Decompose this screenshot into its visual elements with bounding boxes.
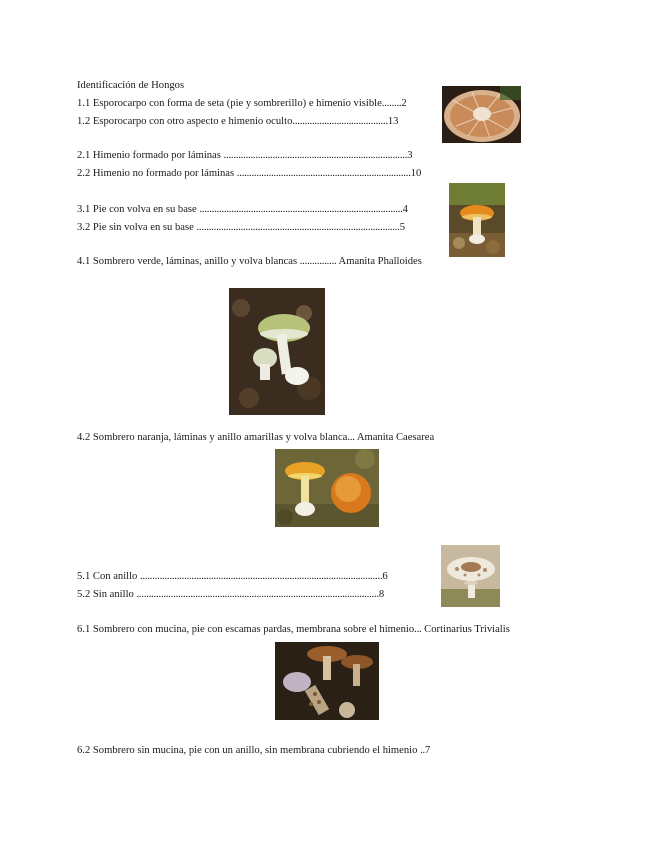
key-line-2-2 — [77, 167, 421, 180]
key-target: 5 — [399, 222, 406, 233]
key-dots: ... — [347, 432, 355, 443]
key-line-5-1 — [77, 570, 388, 583]
key-line-3-1 — [77, 203, 408, 216]
key-target: 4 — [402, 204, 408, 215]
key-number: 2.1 — [77, 150, 91, 161]
key-number: 5.1 — [77, 571, 91, 582]
key-number: 4.2 — [77, 432, 91, 443]
key-text: Con anillo — [92, 571, 138, 582]
key-dots: ............... — [299, 256, 337, 267]
key-text: Himenio no formado por láminas — [92, 168, 235, 179]
key-target: 8 — [378, 589, 385, 600]
key-dots: .. — [420, 745, 425, 756]
key-target: 10 — [410, 168, 422, 179]
key-line-4-1 — [77, 255, 422, 268]
key-target: Amanita Phalloides — [338, 256, 422, 267]
key-dots: ................................................................................................... — [136, 589, 379, 600]
key-number: 3.2 — [77, 222, 91, 233]
key-dots: ... — [414, 624, 422, 635]
key-text: Sombrero naranja, láminas y anillo amarillas y volva blanca — [92, 432, 348, 443]
key-text: Pie con volva en su base — [92, 204, 197, 215]
cortinarius-trivialis-photo — [275, 642, 379, 720]
key-number: 5.2 — [77, 589, 91, 600]
key-line-6-2 — [77, 744, 430, 757]
key-dots: ................................................................................... — [199, 204, 403, 215]
key-text: Himenio formado por láminas — [92, 150, 221, 161]
key-target: 3 — [407, 150, 413, 161]
key-line-2-1 — [77, 149, 412, 162]
key-number: 6.2 — [77, 745, 91, 756]
amanita-phalloides-photo — [229, 288, 325, 415]
key-number: 2.2 — [77, 168, 91, 179]
key-dots: ........................................................................... — [223, 150, 408, 161]
key-text: Pie sin volva en su base — [92, 222, 194, 233]
key-target: Cortinarius Trivialis — [424, 624, 510, 635]
key-target: 2 — [401, 98, 407, 109]
key-target: 13 — [387, 116, 399, 127]
key-number: 6.1 — [77, 624, 91, 635]
amanita-caesarea-photo — [275, 449, 379, 527]
key-number: 1.2 — [77, 116, 91, 127]
document-title: Identificación de Hongos — [77, 80, 185, 91]
ringed-mushroom-photo — [441, 545, 500, 607]
orange-mushroom-photo — [449, 183, 505, 257]
key-line-3-2 — [77, 221, 405, 234]
key-text: Sombrero verde, láminas, anillo y volva blancas — [92, 256, 298, 267]
key-target: 7 — [424, 745, 431, 756]
key-dots: ................................................................................................... — [140, 571, 383, 582]
key-text: Sombrero sin mucina, pie con un anillo, sin membrana cubriendo el himenio — [92, 745, 418, 756]
key-line-1-2 — [77, 115, 398, 128]
key-line-5-2 — [77, 588, 384, 601]
key-dots: ................................................................................... — [196, 222, 400, 233]
key-text: Sombrero con mucina, pie con escamas pardas, membrana sobre el himenio — [92, 624, 415, 635]
key-number: 3.1 — [77, 204, 91, 215]
key-target: Amanita Caesarea — [356, 432, 435, 443]
key-dots: ........ — [381, 98, 402, 109]
key-dots: ....................................................................... — [236, 168, 411, 179]
key-text: Sin anillo — [92, 589, 137, 600]
key-line-6-1 — [77, 623, 510, 636]
key-number: 4.1 — [77, 256, 91, 267]
key-text: Esporocarpo con forma de seta (pie y sombrerillo) e himenio visible — [92, 98, 382, 109]
key-number: 1.1 — [77, 98, 91, 109]
key-text: Esporocarpo con otro aspecto e himenio oculto — [92, 116, 293, 127]
key-target: 6 — [382, 571, 388, 582]
key-line-4-2 — [77, 431, 434, 444]
mushroom-gills-photo — [442, 86, 521, 143]
key-dots: ....................................... — [292, 116, 388, 127]
key-line-1-1 — [77, 97, 407, 110]
